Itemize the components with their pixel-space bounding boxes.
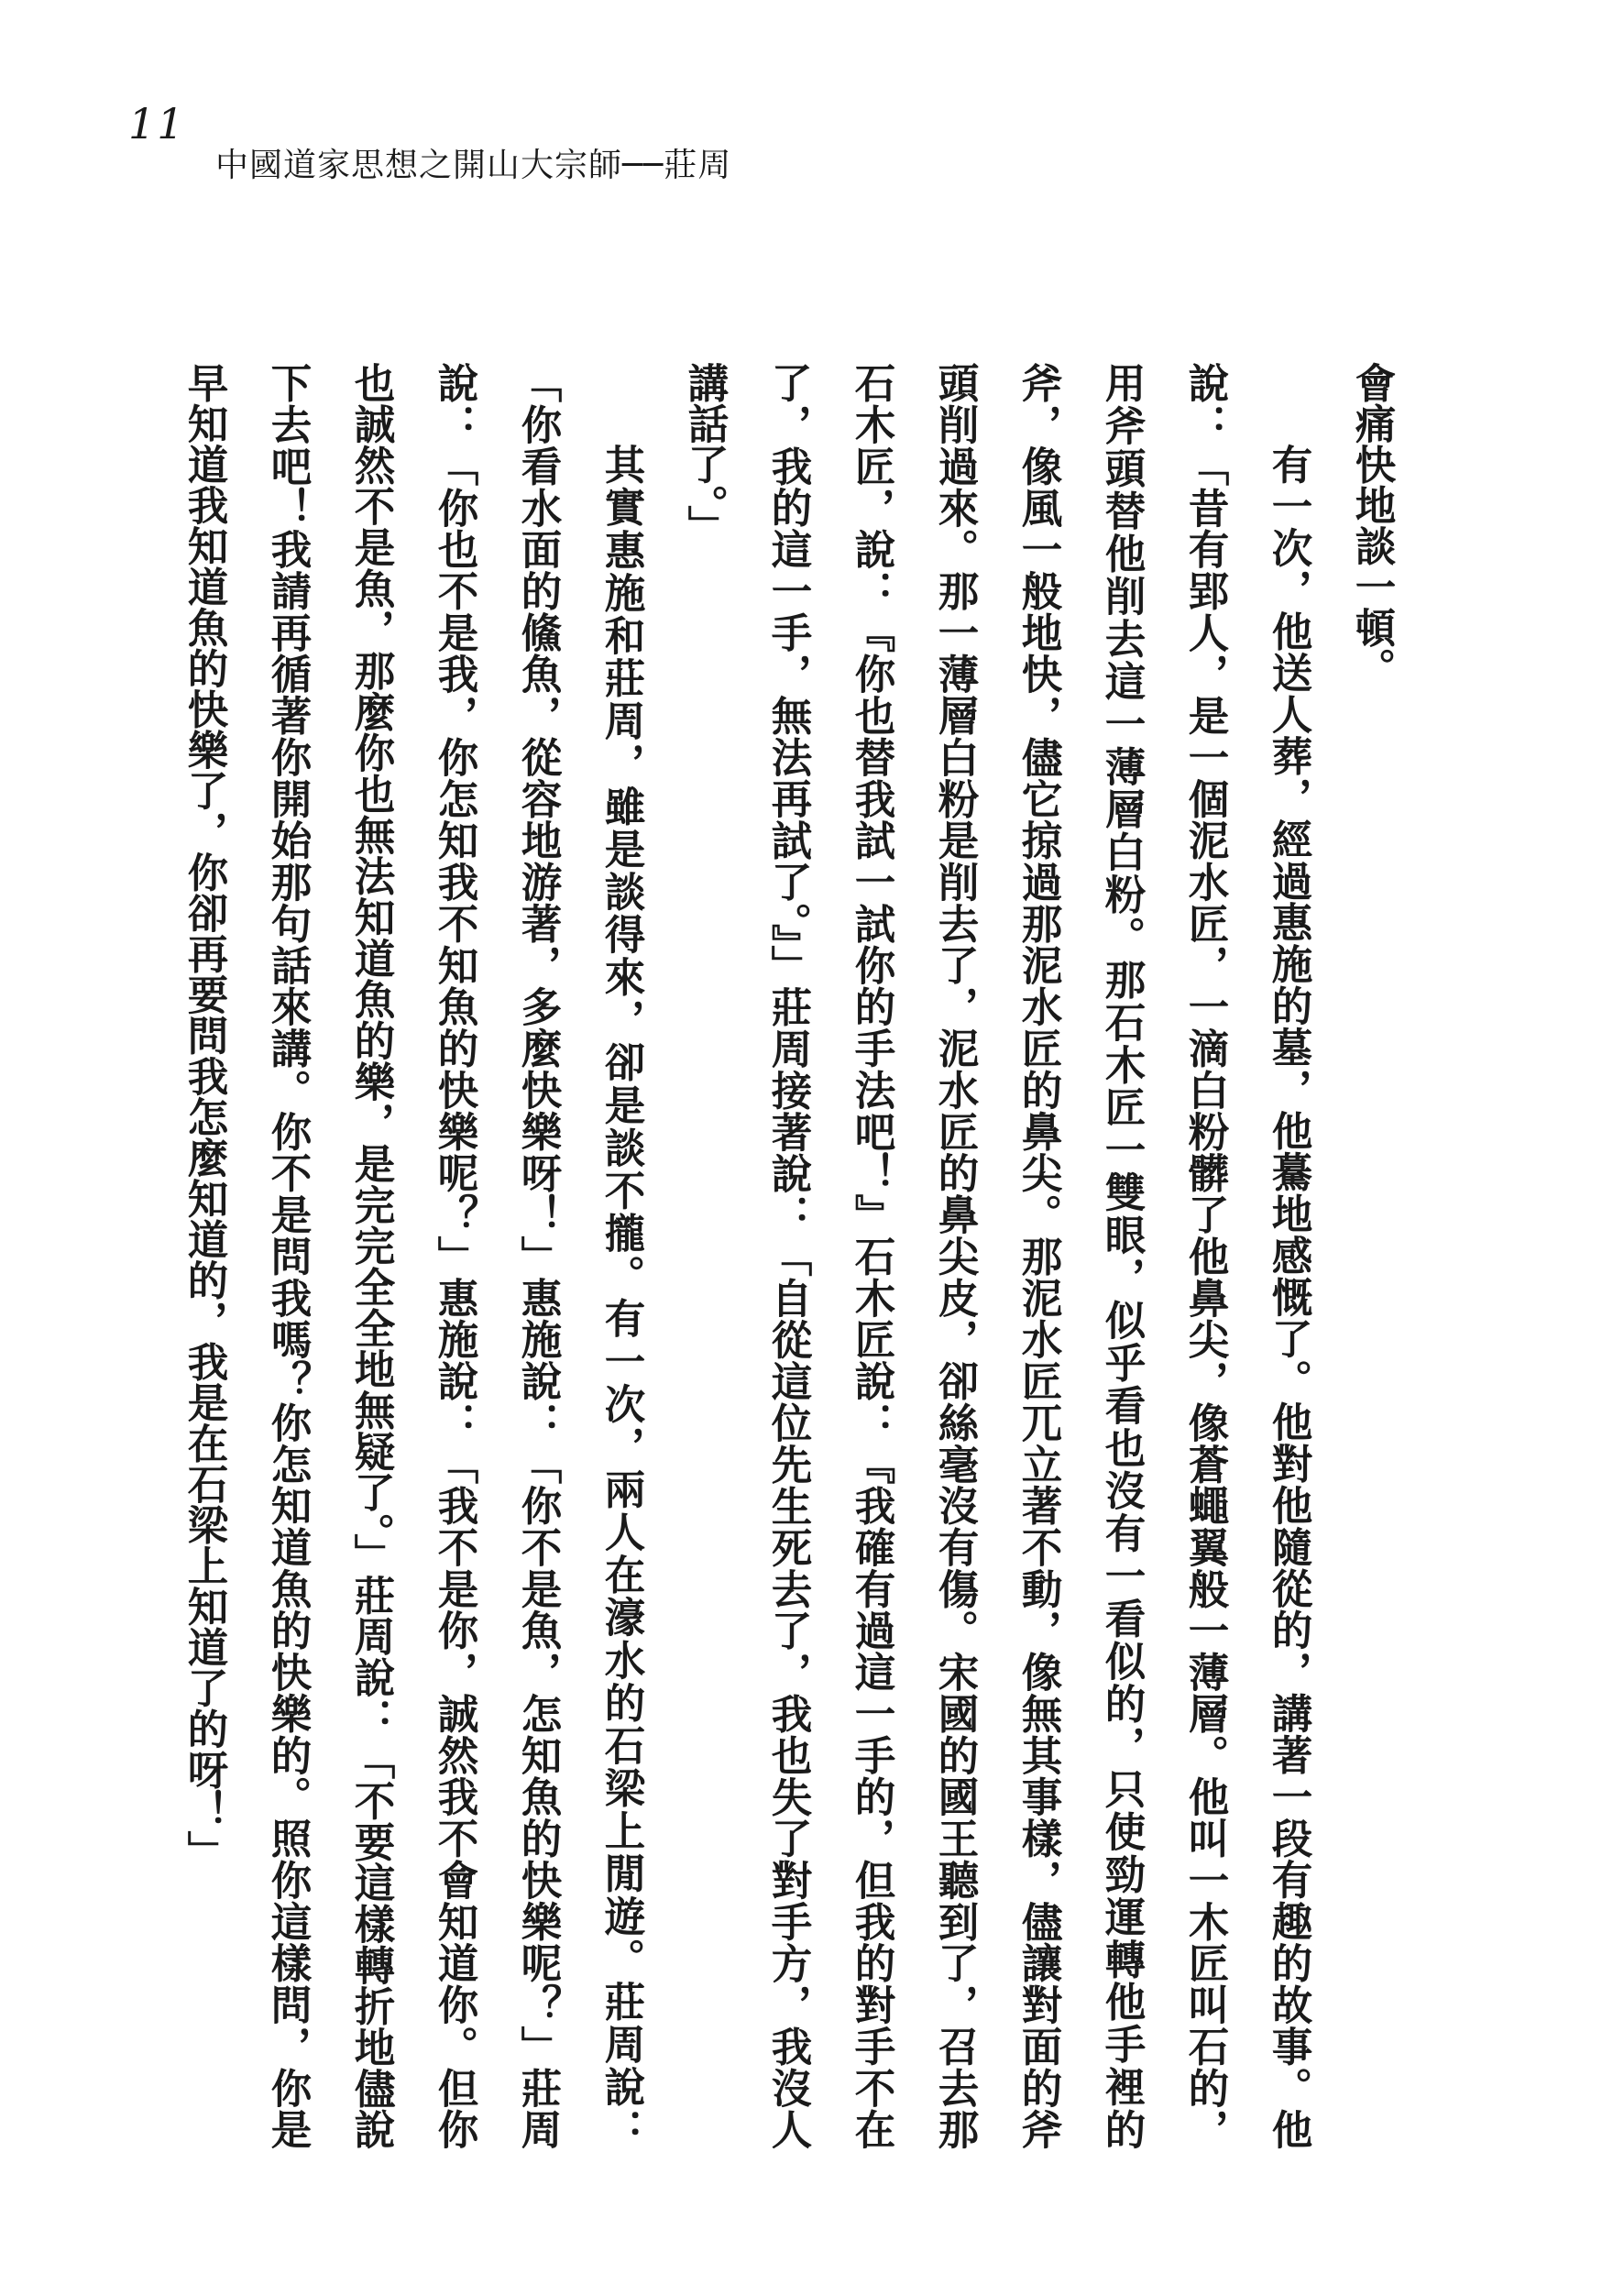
- paragraph: 其實惠施和莊周，雖是談得來，卻是談不攏。有一次，兩人在濠水的石梁上閒遊。莊周說：「你看水面的鯈魚，從容地游著，多麼快樂呀！」惠施說：「你不是魚，怎知魚的快樂呢？」莊周說：「你也不是我，你怎知我不知魚的快樂呢？」惠施說：「我不是你，誠然我不會知道你。但你也誠然不是魚，那麼你也無法知道魚的樂，是完完全全地無疑了。」莊周說：「不要這樣轉折地儘說下去吧！我請再循著你開始那句話來講。你不是問我嗎？你怎知道魚的快樂的。照你這樣問，你是早知道我知道魚的快樂了，你卻再要問我怎麼知道的，我是在石梁上知道了的呀！」: [181, 362, 644, 2149]
- paragraph: 有一次，他送人葬，經過惠施的墓，他驀地感慨了。他對他隨從的，講著一段有趣的故事。他說：「昔有郢人，是一個泥水匠，一滴白粉髒了他鼻尖，像蒼蠅翼般一薄層。他叫一木匠叫石的，用斧頭替他削去這一薄層白粉。那石木匠一雙眼，似乎看也沒有一看似的，只使勁運轉他手裡的斧，像風一般地快，儘它掠過那泥水匠的鼻尖。那泥水匠兀立著不動，像無其事樣，儘讓對面的斧頭削過來。那一薄層白粉是削去了，泥水匠的鼻尖皮，卻絲毫沒有傷。宋國的國王聽到了，召去那石木匠，說：『你也替我試一試你的手法吧！』石木匠說：『我確有過這一手的，但我的對手不在了，我的這一手，無法再試了。』」莊周接著說：「自從這位先生死去了，我也失了對手方，我沒人講話了。」: [681, 362, 1311, 2149]
- body-text: [181, 362, 1413, 2149]
- page-number: 11: [128, 99, 186, 148]
- paragraph: 會痛快地談一頓。: [1348, 362, 1395, 688]
- running-title: 中國道家思想之開山大宗師──莊周: [215, 147, 732, 184]
